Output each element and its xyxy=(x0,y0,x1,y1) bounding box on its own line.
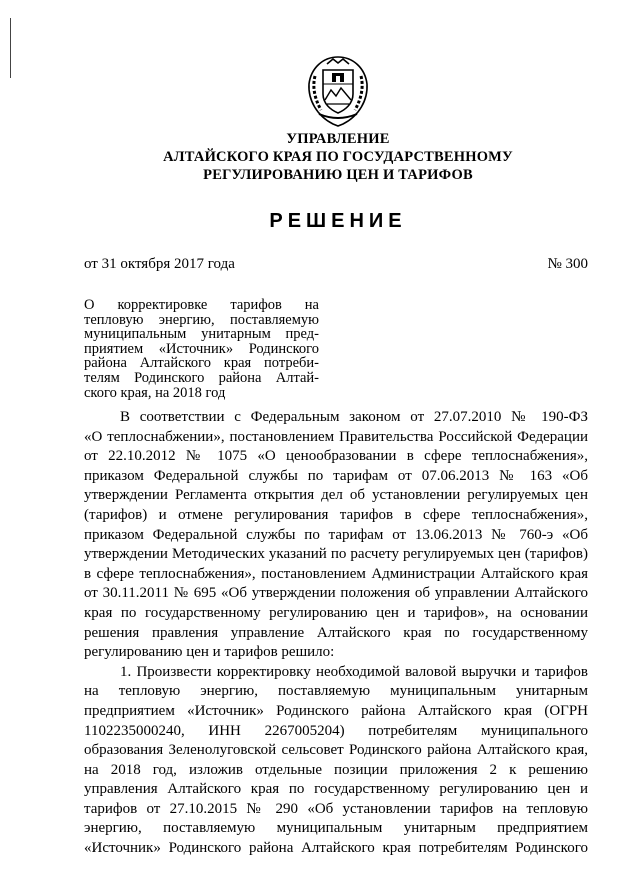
body-line: (тарифов) и отмене регулирования тарифов в сфере теплоснабжения», xyxy=(84,506,588,523)
body-line: образования Зеленолуговской сельсовет Родинского района Алтайского края, xyxy=(84,742,588,759)
body-line: утверждении Регламента открытия дел об установлении регулируемых цен xyxy=(84,487,588,504)
body-line: от 22.10.2012 № 1075 «О ценообразовании в сфере теплоснабжения», xyxy=(84,448,588,465)
subject-line: приятием «Источник» Родинского xyxy=(84,340,319,357)
document-body xyxy=(84,408,588,859)
subject-line: О корректировке тарифов на xyxy=(84,297,319,313)
coat-of-arms-icon xyxy=(303,54,373,128)
document-subject xyxy=(84,298,319,400)
document-number: № 300 xyxy=(547,256,588,272)
body-line: 1. Произвести корректировку необходимой валовой выручки и тарифов xyxy=(120,663,588,680)
document-date: от 31 октября 2017 года xyxy=(84,256,235,272)
org-name-line-3: РЕГУЛИРОВАНИЮ ЦЕН И ТАРИФОВ xyxy=(203,167,473,183)
org-name-line-1: УПРАВЛЕНИЕ xyxy=(286,131,390,147)
body-line: 1102235000240, ИНН 2267005204) потребителям муниципального xyxy=(84,722,588,739)
body-line: решения правления управление Алтайского края по государственному xyxy=(84,624,588,641)
body-line: в сфере теплоснабжения», постановлением Администрации Алтайского края xyxy=(84,565,588,582)
subject-line: тепловую энергию, поставляемую xyxy=(84,311,319,328)
subject-line: ского края, на 2018 год xyxy=(84,384,226,401)
org-name-line-2: АЛТАЙСКОГО КРАЯ ПО ГОСУДАРСТВЕННОМУ xyxy=(163,149,513,165)
subject-line: телям Родинского района Алтай- xyxy=(84,369,319,386)
body-line: приказом Федеральной службы по тарифам от 13.06.2013 № 760-э «Об xyxy=(84,526,588,543)
body-line: «Источник» Родинского района Алтайского края потребителям Родинского xyxy=(84,840,588,857)
body-line: на 2018 год, изложив отдельные позиции приложения 2 к решению xyxy=(84,761,588,778)
scan-margin-line xyxy=(10,18,11,78)
body-line: предприятием «Источник» Родинского района Алтайского края (ОГРН xyxy=(84,702,588,719)
body-line: утверждении Методических указаний по расчету регулируемых цен (тарифов) xyxy=(84,546,588,563)
document-heading: РЕШЕНИЕ xyxy=(269,210,407,232)
subject-line: района Алтайского края потреби- xyxy=(84,355,319,372)
body-line: «О теплоснабжении», постановлением Правительства Российской Федерации xyxy=(84,428,588,445)
body-line: края по государственному регулированию цен и тарифов», на основании xyxy=(84,604,588,621)
body-line: управления Алтайского края по государственному регулированию цен и xyxy=(84,781,588,798)
body-line: от 30.11.2011 № 695 «Об утверждении положения об управлении Алтайского xyxy=(84,585,588,602)
body-line: регулированию цен и тарифов решило: xyxy=(84,644,335,661)
body-line: тарифов от 27.10.2015 № 290 «Об установлении тарифов на тепловую xyxy=(84,800,588,817)
body-line: В соответствии с Федеральным законом от 27.07.2010 № 190-ФЗ xyxy=(120,409,588,425)
body-line: на тепловую энергию, поставляемую муниципальным унитарным xyxy=(84,683,588,700)
body-line: приказом Федеральной службы по тарифам от 07.06.2013 № 163 «Об xyxy=(84,467,588,484)
subject-line: муниципальным унитарным пред- xyxy=(84,326,319,343)
body-line: энергию, поставляемую муниципальным унитарным предприятием xyxy=(84,820,588,837)
